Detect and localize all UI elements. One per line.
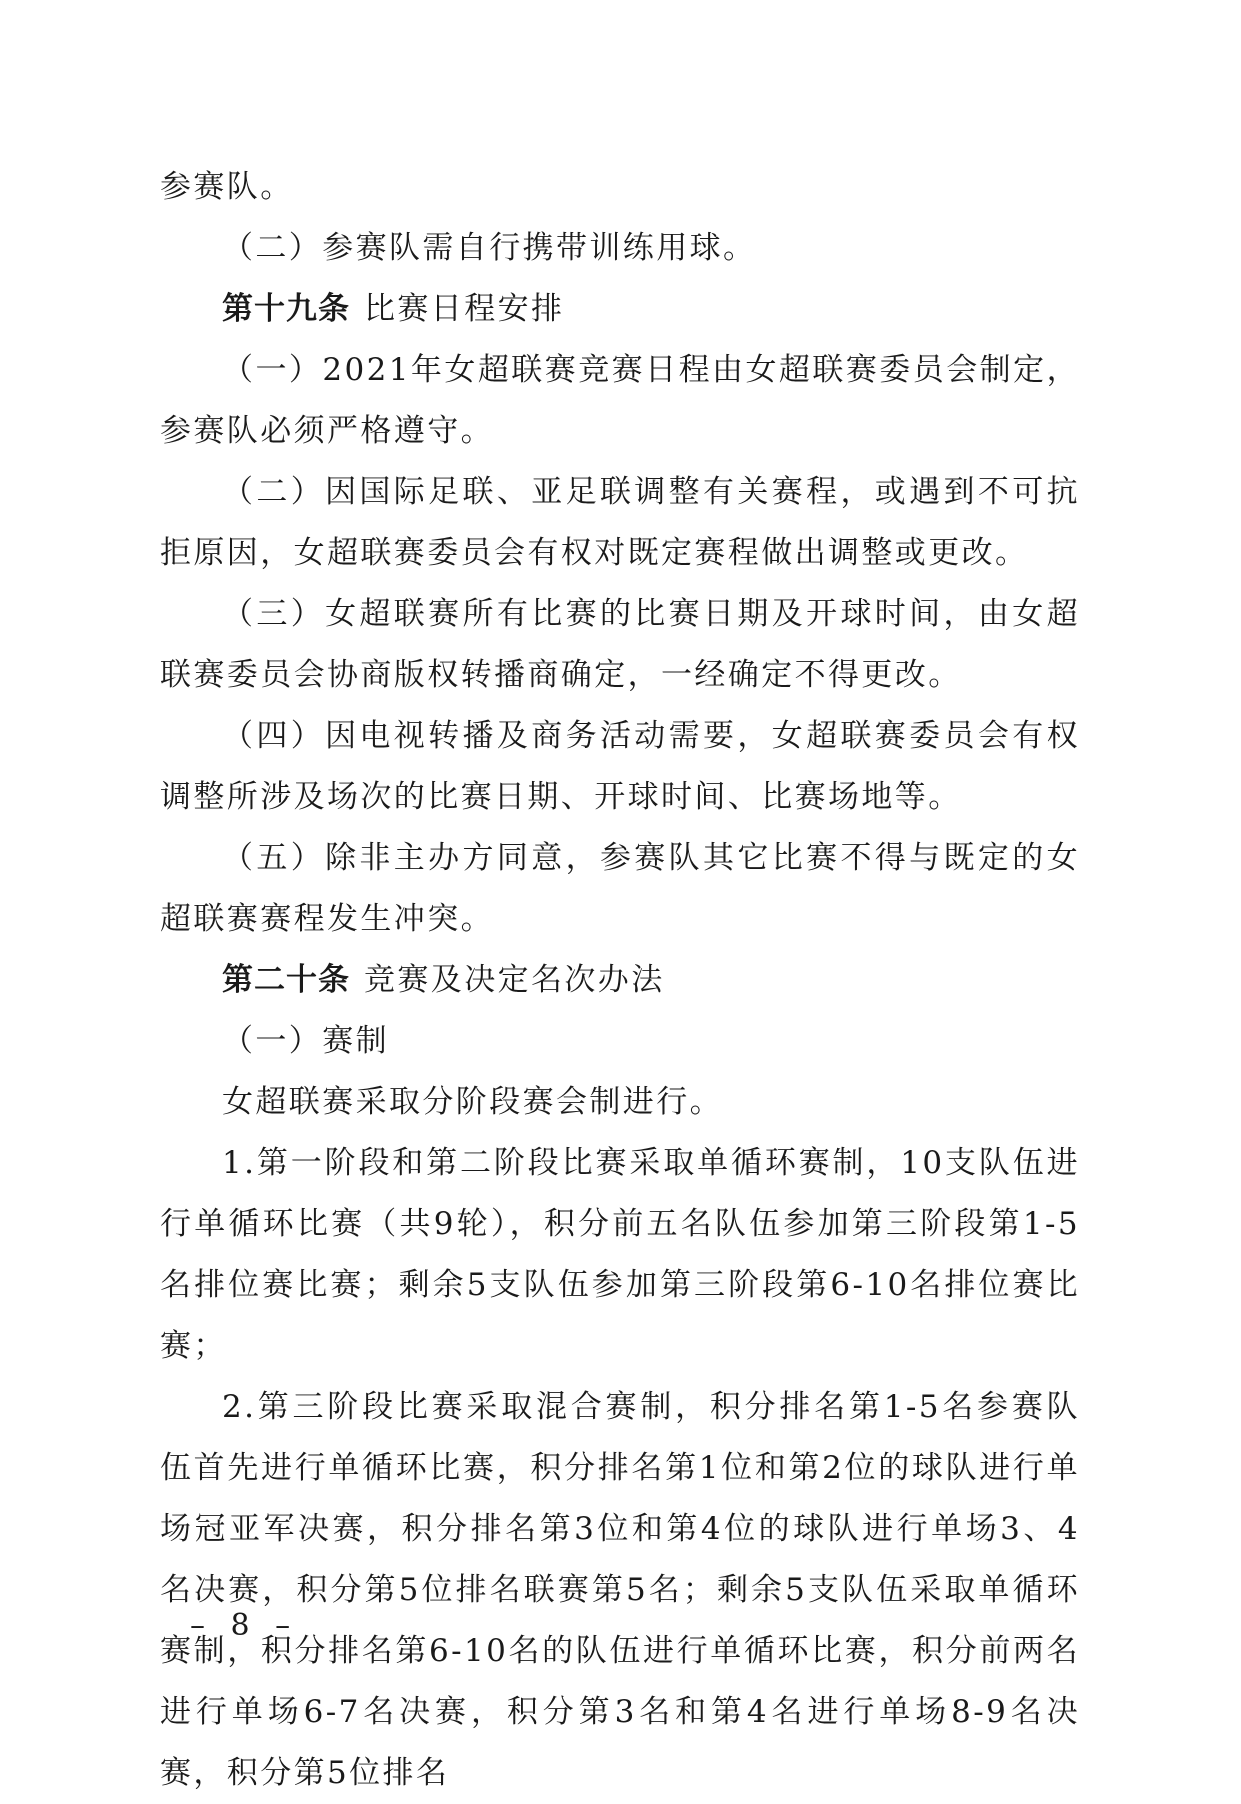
article-20-format-desc: 女超联赛采取分阶段赛会制进行。 [222,1084,723,1120]
article-19-heading [160,279,1080,340]
article-20-section-format: （一）赛制 [222,1023,389,1059]
article-19-item-5: （五）除非主办方同意，参赛队其它比赛不得与既定的女超联赛赛程发生冲突。 [160,840,1080,937]
article-19-item-2: （二）因国际足联、亚足联调整有关赛程，或遇到不可抗拒原因，女超联赛委员会有权对既定赛程做出调整或更改。 [160,474,1080,571]
article-19-title: 比赛日程安排 [364,291,565,327]
document-body [160,157,1080,1804]
page-number: – 8 – [190,1608,299,1643]
paragraph-continued: 参赛队。 [160,169,294,205]
article-19-item-4: （四）因电视转播及商务活动需要，女超联赛委员会有权调整所涉及场次的比赛日期、开球时间、比赛场地等。 [160,718,1080,815]
article-20-stage-1-2: 1.第一阶段和第二阶段比赛采取单循环赛制，10支队伍进行单循环比赛（共9轮），积分前五名队伍参加第三阶段第1-5名排位赛比赛；剩余5支队伍参加第三阶段第6-10名排位赛比赛； [160,1145,1080,1364]
article-20-stage-3: 2.第三阶段比赛采取混合赛制，积分排名第1-5名参赛队伍首先进行单循环比赛，积分排名第1位和第2位的球队进行单场冠亚军决赛，积分排名第3位和第4位的球队进行单场3、4名决赛，积分第5位排名联赛第5名；剩余5支队伍采取单循环赛制，积分排名第6-10名的队伍进行单循环比赛，积分前两名进行单场6-7名决赛，积分第3名和第4名进行单场8-9名决赛，积分第5位排名 [160,1389,1080,1791]
paragraph-training-ball: （二）参赛队需自行携带训练用球。 [222,230,757,266]
article-20-heading [160,950,1080,1011]
article-20-label: 第二十条 [222,962,350,998]
article-20-title: 竞赛及决定名次办法 [364,962,665,998]
article-19-item-3: （三）女超联赛所有比赛的比赛日期及开球时间，由女超联赛委员会协商版权转播商确定，一经确定不得更改。 [160,596,1080,693]
article-19-item-1: （一）2021年女超联赛竞赛日程由女超联赛委员会制定，参赛队必须严格遵守。 [160,352,1080,449]
article-19-label: 第十九条 [222,291,350,327]
